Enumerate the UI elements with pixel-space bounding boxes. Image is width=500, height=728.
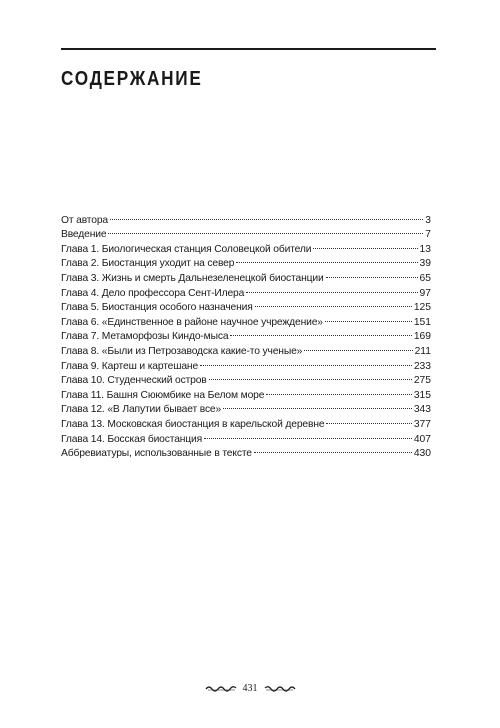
top-rule: [61, 48, 436, 50]
toc-entry-title: Глава 7. Метаморфозы Киндо-мыса: [61, 331, 229, 343]
dot-leader: [266, 383, 412, 398]
toc-entry-title: Глава 4. Дело профессора Сент-Илера: [61, 287, 245, 299]
page-footer: [0, 680, 500, 696]
toc-entry: [61, 237, 431, 255]
toc-entry-title: Глава 10. Студенческий остров: [61, 375, 207, 387]
toc-entry-title: Глава 8. «Были из Петрозаводска какие-то ученые»: [61, 345, 303, 357]
toc-entry-page: 13: [419, 243, 431, 255]
toc-entry-page: 211: [414, 345, 431, 357]
dot-leader: [254, 442, 412, 457]
toc-entry-page: 7: [425, 229, 431, 241]
toc-entry-page: 65: [419, 272, 431, 284]
toc-entry-title: Глава 13. Московская биостанция в карельской деревне: [61, 418, 325, 430]
dot-leader: [325, 310, 412, 325]
toc-entry-title: Глава 5. Биостанция особого назначения: [61, 302, 253, 314]
toc-entry-page: 233: [413, 360, 431, 372]
toc-entry: [61, 223, 431, 241]
toc-entry-title: Глава 6. «Единственное в районе научное учреждение»: [61, 316, 323, 328]
dot-leader: [209, 369, 412, 384]
dot-leader: [326, 266, 418, 281]
page-number: 431: [242, 682, 258, 694]
toc-entry-title: Глава 2. Биостанция уходит на север: [61, 258, 235, 270]
dot-leader: [304, 339, 412, 354]
dot-leader: [200, 354, 412, 369]
toc-entry-page: 377: [413, 418, 431, 430]
dot-leader: [110, 208, 423, 223]
dot-leader: [255, 296, 412, 311]
toc-entry-page: 97: [419, 287, 431, 299]
toc-entry-page: 315: [413, 389, 431, 401]
toc-entry-title: Глава 11. Башня Сююмбике на Белом море: [61, 389, 265, 401]
dot-leader: [204, 427, 412, 442]
toc-entry-page: 125: [413, 302, 431, 314]
toc-entry-page: 169: [413, 331, 431, 343]
wave-ornament-left-icon: [205, 684, 239, 692]
dot-leader: [236, 252, 417, 267]
page-title: СОДЕРЖАНИЕ: [61, 68, 203, 90]
toc-entry-page: 39: [419, 258, 431, 270]
toc-entry-title: Глава 12. «В Лапутии бывает все»: [61, 404, 222, 416]
dot-leader: [246, 281, 417, 296]
dot-leader: [326, 412, 411, 427]
toc-entry-title: Аббревиатуры, использованные в тексте: [61, 448, 252, 460]
toc-entry-page: 430: [413, 448, 431, 460]
toc-entry: [61, 208, 431, 226]
toc-entry-title: Глава 14. Босская биостанция: [61, 433, 203, 445]
toc-entry-page: 275: [413, 375, 431, 387]
table-of-contents: [61, 208, 431, 460]
toc-entry-title: Глава 3. Жизнь и смерть Дальнезеленецкой биостанции: [61, 272, 324, 284]
toc-entry-page: 3: [425, 214, 431, 226]
dot-leader: [313, 237, 417, 252]
dot-leader: [223, 398, 412, 413]
dot-leader: [108, 223, 423, 238]
toc-entry-title: Введение: [61, 229, 107, 241]
toc-entry-title: Глава 9. Картеш и картешане: [61, 360, 199, 372]
toc-entry-title: От автора: [61, 214, 108, 226]
toc-entry-page: 343: [413, 404, 431, 416]
wave-ornament-right-icon: [262, 684, 296, 692]
toc-entry-page: 407: [413, 433, 431, 445]
toc-entry-page: 151: [413, 316, 431, 328]
toc-entry-title: Глава 1. Биологическая станция Соловецкой обители: [61, 243, 312, 255]
dot-leader: [230, 325, 411, 340]
